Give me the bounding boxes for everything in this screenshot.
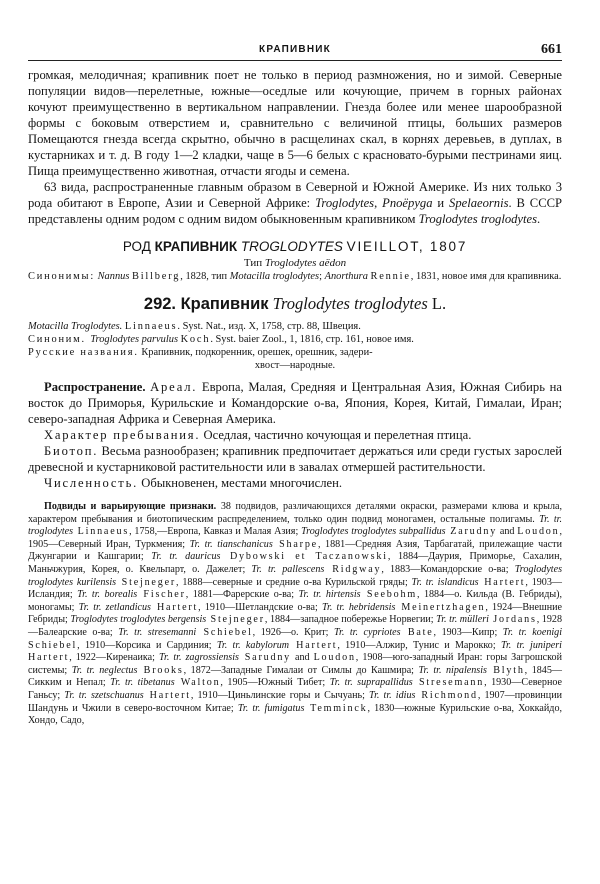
text-run: , 1903—Кипр; — [433, 626, 503, 638]
text-run: ; — [319, 271, 325, 282]
text-run: и — [432, 196, 450, 210]
subspecies-name: Tr. tr. pallescens — [251, 563, 325, 575]
subspecies-name: Tr. tr. tibetanus — [110, 677, 175, 689]
character-paragraph — [28, 427, 562, 443]
section-label: Подвиды и варьирующие признаки. — [44, 501, 217, 512]
subspecies-author: Loudon — [313, 652, 356, 664]
text-run: Весьма разнообразен; крапивник предпочитает держаться или среди густых зарослей древесной и кустарниковой растительности или в завалах отмершей растительности. — [28, 444, 562, 474]
running-title: КРАПИВНИК — [259, 44, 331, 55]
subspecies-name: Tr. tr. suprapallidus — [329, 677, 413, 689]
text-run: 63 вида, распространенные главным образом в Северной и Южной Америке. Из них только 3 рода обитают в Европе, Азии и Северной Африке: — [28, 180, 562, 210]
text-run: . — [537, 212, 541, 226]
subspecies-name: Tr. tr. idius — [369, 689, 416, 701]
intro-paragraph-2 — [28, 179, 562, 227]
reference-label: Русские названия. — [28, 347, 139, 358]
page-number: 661 — [541, 42, 562, 57]
synonym-author: Billberg — [132, 271, 181, 282]
text-run: , 1881—Средняя Азия, Тарбагатай, прилежащие части Джунгарии и Кашгарии; — [28, 538, 562, 563]
synonym-name: Nannus — [97, 271, 130, 282]
text-run: , 1828, тип — [180, 271, 230, 282]
page-body — [28, 67, 562, 728]
text-run: , 1830—южные Курильские о-ва, Хоккайдо, Хондо, Садо, — [28, 702, 563, 727]
subspecies-paragraph — [28, 501, 562, 728]
section-label: Распространение. — [44, 380, 146, 394]
subspecies-name: Tr. tr. zagrossiensis — [158, 652, 239, 664]
subspecies-author: Ridgway — [324, 563, 382, 575]
text-run: Крапивник, подкоренник, орешек, орешник, задери- — [138, 347, 373, 358]
genus-synonyms — [28, 270, 562, 283]
subspecies-author: Hartert — [478, 576, 526, 588]
subspecies-name: Tr. tr. hirtensis — [298, 589, 361, 601]
synonyms-label: Синонимы: — [28, 271, 96, 282]
subspecies-name: Tr. tr. tianschanicus — [189, 538, 273, 550]
text-run: , — [374, 196, 383, 210]
subspecies-author: Stresemann — [412, 677, 485, 689]
species-heading — [28, 294, 562, 314]
running-header — [28, 44, 562, 61]
section-sublabel: Ареал. — [150, 380, 198, 394]
text-run: . Syst. baier Zool., 1, 1816, стр. 161, новое имя. — [210, 334, 414, 345]
genus-name-ru: КРАПИВНИК — [154, 239, 238, 254]
subspecies-author: Richmond — [415, 689, 478, 701]
species-name: Troglodytes troglodytes — [418, 212, 538, 226]
text-run: , 1884—Даурия, Приморье, Сахалин, Маньчжурия, Корея, о. Квельпарт, о. Дажелет; — [28, 551, 562, 575]
text-run: , 1910—Корсика и Сардиния; — [77, 639, 217, 651]
subspecies-name: Troglodytes troglodytes subpallidus — [301, 526, 446, 538]
reference-2 — [28, 333, 562, 346]
reference-3 — [28, 346, 562, 359]
text-run: , 1930—Северное Ганьсу; — [28, 677, 562, 701]
subspecies-author: Meinertzhagen — [395, 601, 486, 613]
text-run: , 1910—Шетландские о-ва; — [198, 601, 322, 613]
text-run: , 1884—о. Кильда (В. Гебриды), моногамы; — [28, 589, 563, 613]
subspecies-author: Seebohm — [360, 589, 417, 601]
text-run: , 1910—Алжир, Тунис и Марокко; — [337, 639, 501, 651]
subspecies-author: Schiebel — [196, 626, 253, 638]
subspecies-author: Stejneger — [116, 576, 177, 588]
subspecies-author: Schiebel — [28, 639, 78, 651]
text-run: , 1872—Западные Гималаи от Симлы до Кашмира; — [183, 664, 419, 676]
subspecies-author: Loudon — [517, 526, 560, 538]
genus-name-lat: TROGLODYTES — [240, 239, 343, 254]
subspecies-author: Jordans — [488, 614, 537, 626]
genus-name: Troglodytes — [315, 196, 375, 210]
text-run: , 1926—о. Крит; — [252, 626, 334, 638]
text-run: , 1883—Командорские о-ва; — [381, 563, 515, 575]
genus-name: Spelaeornis — [449, 196, 509, 210]
subspecies-name: Tr. tr. kabylorum — [216, 639, 290, 651]
text-run: , 1758,—Европа, Кавказ и Малая Азия; — [129, 526, 302, 538]
subspecies-name: Troglodytes troglodytes kurilensis — [28, 563, 563, 588]
subspecies-author: Blyth — [486, 664, 525, 676]
subspecies-name: Tr. tr. borealis — [77, 589, 138, 601]
text-run: , 1907—провинции Шандунь и Чжили в северо-восточном Китае; — [28, 689, 563, 714]
genus-prefix: РОД — [122, 239, 155, 254]
subspecies-author: Fischer — [137, 589, 186, 601]
text-run: , 1903—Исландия; — [28, 576, 562, 601]
species-number-name: 292. Крапивник — [143, 295, 269, 313]
subspecies-name: Tr. tr. troglodytes — [28, 513, 562, 538]
text-run: Обыкновенен, местами многочислен. — [138, 476, 342, 490]
subspecies-author: Temminck — [304, 702, 368, 714]
subspecies-author: Brooks — [137, 664, 184, 676]
text-run: , 1881—Фарерские о-ва; — [185, 589, 299, 601]
subspecies-name: Tr. tr. neglectus — [71, 664, 138, 676]
reference-name: Troglodytes parvulus — [90, 334, 178, 345]
subspecies-author: Hartert — [28, 652, 70, 664]
subspecies-author: Sharpe — [272, 538, 318, 550]
text-run: Оседлая, частично кочующая и перелетная птица. — [200, 428, 472, 442]
abundance-paragraph — [28, 475, 562, 491]
text-run: , 1845—Сикким и Непал; — [28, 664, 562, 689]
type-label: Тип — [243, 257, 265, 269]
subspecies-author: Linnaeus — [73, 526, 130, 538]
text-run: , 1922—Киренаика; — [69, 652, 159, 664]
text-run: , 1888—северные и средние о-ва Курильской гряды; — [176, 576, 412, 588]
subspecies-name: Tr. tr. islandicus — [411, 576, 479, 588]
subspecies-author: Zarudny — [445, 526, 498, 538]
subspecies-name: Tr. tr. zetlandicus — [78, 601, 151, 613]
reference-1 — [28, 320, 562, 333]
subspecies-name: Tr. tr. juniperi — [500, 639, 562, 651]
type-species: Troglodytes aëdon — [264, 257, 347, 269]
subspecies-name: Troglodytes troglodytes bergensis — [70, 614, 207, 626]
text-run: , 1831, новое имя для крапивника. — [410, 271, 562, 282]
species-references — [28, 320, 562, 372]
text-run: , 1905—Северный Иран, Туркмения; — [28, 526, 563, 550]
text-run: , 1924—Внешние Гебриды; — [28, 601, 562, 626]
subspecies-author: Bate — [400, 626, 434, 638]
genus-heading — [28, 238, 562, 255]
subspecies-author: Stejneger — [206, 614, 265, 626]
synonym-type: Motacilla troglodytes — [229, 271, 320, 282]
subspecies-name: Tr. tr. koenigi — [502, 626, 563, 638]
synonym-author: Rennie — [370, 271, 411, 282]
subspecies-name: Tr. tr. szetschuanus — [64, 689, 144, 701]
subspecies-name: Tr. tr. fumigatus — [237, 702, 305, 714]
genus-author: VIEILLOT, 1807 — [346, 239, 468, 254]
biotope-paragraph — [28, 443, 562, 475]
reference-author: Linnaeus — [124, 321, 178, 332]
intro-paragraph-1: громкая, мелодичная; крапивник поет не только в период размножения, но и зимой. Северные популяции видов—перелетные, южные—оседлые или кочующие, причем в горных районах кочуют преимущественно в вертикальном направлении. Гнезда более или менее шарообразной формы с боковым отверстием и, сравнительно с величиной птицы, больших размеров Помещаются гнезда всегда скрытно, обычно в расщелинах скал, в корнях деревьев, в дуплах, в кустарниках и т. д. В году 1—2 кладки, чаще в 5—6 белых с красновато-бурыми пестринами яиц. Пища преимущественно животная, отчасти ягоды и семена. — [28, 68, 562, 178]
subspecies-name: Tr. tr. stresemanni — [118, 626, 197, 638]
section-label: Численность. — [44, 476, 139, 490]
text-run: , 1910—Циньлинские горы и Сычуань; — [190, 689, 370, 701]
text-run: 38 подвидов, различающихся деталями окраски, размерами клюва и крыла, характером пребывания и биотопическим распределением, только один подвид моногамен, остальные полигамы. — [28, 501, 563, 525]
reference-author: Koch — [180, 334, 211, 345]
subspecies-author: Hartert — [150, 601, 199, 613]
text-run: . В СССР представлены одним родом с одним видом обыкновенным крапивником — [28, 196, 563, 226]
genus-type — [28, 257, 562, 270]
subspecies-author: Dybowski et Taczanowski — [220, 551, 388, 563]
text-run: and — [497, 526, 518, 538]
subspecies-name: Tr. tr. hebridensis — [321, 601, 396, 613]
subspecies-name: Tr. tr. mülleri — [436, 614, 489, 626]
section-label: Характер пребывания. — [44, 428, 201, 442]
distribution-paragraph — [28, 379, 562, 427]
subspecies-author: Sarudny — [238, 652, 292, 664]
subspecies-name: Tr. tr. nipalensis — [418, 664, 487, 676]
subspecies-name: Tr. tr. cypriotes — [333, 626, 401, 638]
reference-3-continued: хвост—народные. — [254, 360, 336, 371]
reference-name: Motacilla Troglodytes. — [28, 321, 123, 332]
text-run: , 1905—Южный Тибет; — [220, 677, 330, 689]
text-run: , 1928—Балеарские о-ва; — [28, 614, 562, 638]
species-name-lat: Troglodytes troglodytes — [272, 294, 428, 313]
genus-name: Pnoëpyga — [382, 196, 433, 210]
text-run: . Syst. Nat., изд. X, 1758, стр. 88, Швеция. — [177, 321, 361, 332]
text-run: , 1908—юго-западный Иран: горы Загрошской системы; — [28, 652, 563, 676]
subspecies-author: Walton — [174, 677, 221, 689]
text-run: Европа, Малая, Средняя и Центральная Азия, Южная Сибирь на восток до Приморья, Курильские и Командорские о-ва, Япония, Корея, Китай, Гималаи, Иран; северо-западная Африка и Северная Америка. — [28, 380, 562, 426]
subspecies-author: Hartert — [143, 689, 191, 701]
species-author: L. — [431, 294, 447, 313]
text-run: and — [291, 652, 314, 664]
text-run: , 1884—западное побережье Норвегии; — [264, 614, 437, 626]
subspecies-author: Hartert — [289, 639, 338, 651]
section-label: Биотоп. — [44, 444, 99, 458]
reference-label: Синоним. — [28, 334, 91, 345]
synonym-name: Anorthura — [324, 271, 368, 282]
subspecies-name: Tr. tr. dauricus — [151, 551, 221, 563]
